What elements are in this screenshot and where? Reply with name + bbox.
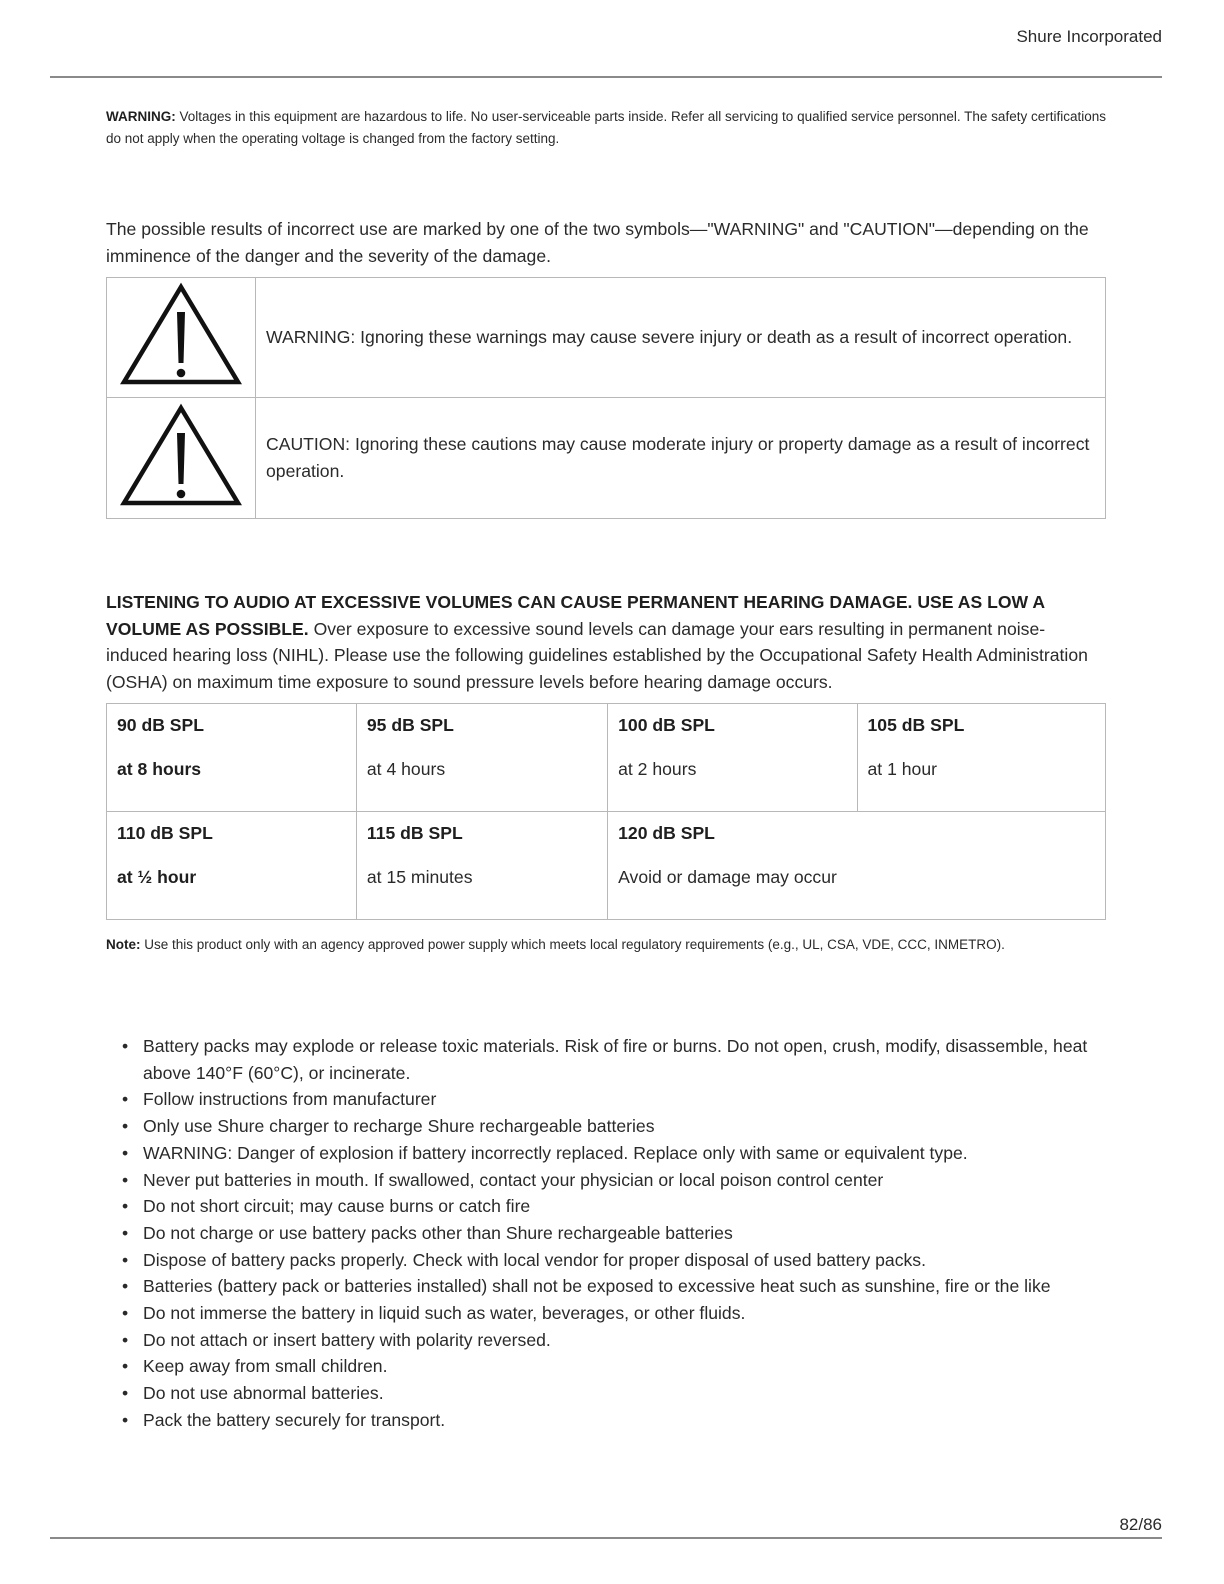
list-item [106,1327,1106,1354]
list-item-text: Never put batteries in mouth. If swallowed, contact your physician or local poison control center [143,1169,884,1190]
header-divider [50,76,1162,78]
list-item-text: Batteries (battery pack or batteries installed) shall not be exposed to excessive heat such as sunshine, fire or the like [143,1276,1051,1297]
bullet-icon: • [122,1329,129,1350]
spl-table-wrap [106,703,1106,920]
spl-cell [608,704,857,812]
symbols-intro: The possible results of incorrect use are marked by one of the two symbols—"WARNING" and "CAUTION"—depending on the imminence of the danger and the severity of the damage. [106,219,1089,266]
list-item [106,1273,1106,1300]
bullet-icon: • [122,1169,129,1190]
spl-table [106,703,1106,920]
bullet-icon: • [122,1196,129,1217]
spl-row-1 [107,704,1106,812]
battery-safety-list-wrap [106,1033,1106,1434]
spl-cell [356,704,607,812]
spl-level: 105 dB SPL [867,715,965,735]
list-item-text: Do not charge or use battery packs other than Shure rechargeable batteries [143,1222,733,1243]
page-number: 82/86 [1119,1515,1162,1534]
note-label: Note: [106,937,141,952]
note-text: Use this product only with an agency approved power supply which meets local regulatory requirements (e.g., UL, CSA, VDE, CCC, INMETRO). [140,937,1005,952]
voltage-warning [106,106,1106,150]
spl-duration: at 15 minutes [366,867,473,887]
spl-cell [107,812,357,920]
spl-cell [857,704,1105,812]
bullet-icon: • [122,1222,129,1243]
list-item [106,1407,1106,1434]
list-item [106,1193,1106,1220]
list-item [106,1353,1106,1380]
list-item-text: Dispose of battery packs properly. Check with local vendor for proper disposal of used battery packs. [143,1249,926,1270]
spl-level: 120 dB SPL [618,823,715,843]
list-item-text: Keep away from small children. [143,1356,388,1377]
list-item-text: Battery packs may explode or release toxic materials. Risk of fire or burns. Do not open, crush, modify, disassemble, heat above 140°F (60°C), or incinerate. [143,1036,1088,1083]
spl-cell [107,704,357,812]
caution-description: CAUTION: Ignoring these cautions may cause moderate injury or property damage as a result of incorrect operation. [256,398,1106,519]
list-item [106,1033,1106,1086]
list-item-text: Pack the battery securely for transport. [143,1409,446,1430]
list-item [106,1220,1106,1247]
list-item [106,1113,1106,1140]
bullet-icon: • [122,1116,129,1137]
warning-symbol-cell [107,278,256,398]
bullet-icon: • [122,1303,129,1324]
hearing-warning [106,589,1106,696]
list-item-text: Do not immerse the battery in liquid such as water, beverages, or other fluids. [143,1303,746,1324]
spl-level: 90 dB SPL [117,715,205,735]
warning-triangle-icon [120,282,242,388]
bullet-icon: • [122,1356,129,1377]
voltage-warning-text: Voltages in this equipment are hazardous to life. No user-serviceable parts inside. Refer all servicing to qualified service personnel. The safety certifications do not apply when the operating voltage is changed from the factory setting. [106,109,1106,146]
warning-description: WARNING: Ignoring these warnings may cause severe injury or death as a result of incorrect operation. [256,278,1106,398]
bullet-icon: • [122,1383,129,1404]
spl-level: 110 dB SPL [117,823,213,843]
spl-duration: at ½ hour [117,867,197,887]
spl-level: 115 dB SPL [366,823,463,843]
caution-triangle-icon [120,403,242,509]
symbols-row-warning [107,278,1106,398]
bullet-icon: • [122,1276,129,1297]
battery-safety-list [106,1033,1106,1434]
list-item [106,1300,1106,1327]
spl-row-2 [107,812,1106,920]
list-item [106,1167,1106,1194]
spl-duration: at 8 hours [117,759,202,779]
list-item [106,1086,1106,1113]
list-item-text: Do not short circuit; may cause burns or catch fire [143,1196,531,1217]
hearing-warning-bold: LISTENING TO AUDIO AT EXCESSIVE VOLUMES CAN CAUSE PERMANENT HEARING DAMAGE. USE AS LOW A VOLUME AS POSSIBLE. [106,592,1045,639]
company-name: Shure Incorporated [1016,27,1162,46]
spl-duration: at 2 hours [618,759,697,779]
symbols-table [106,277,1106,519]
symbols-row-caution [107,398,1106,519]
spl-cell [608,812,1106,920]
spl-level: 95 dB SPL [366,715,454,735]
spl-level: 100 dB SPL [618,715,715,735]
footer-divider [50,1537,1162,1539]
list-item-text: Do not attach or insert battery with polarity reversed. [143,1329,551,1350]
bullet-icon: • [122,1089,129,1110]
list-item [106,1380,1106,1407]
list-item-text: Only use Shure charger to recharge Shure rechargeable batteries [143,1116,655,1137]
spl-duration: Avoid or damage may occur [618,867,837,887]
symbols-table-wrap [106,277,1106,519]
spl-cell [356,812,607,920]
list-item-text: WARNING: Danger of explosion if battery incorrectly replaced. Replace only with same or equivalent type. [143,1142,968,1163]
caution-symbol-cell [107,398,256,519]
list-item-text: Follow instructions from manufacturer [143,1089,437,1110]
list-item [106,1247,1106,1274]
voltage-warning-label: WARNING: [106,109,176,124]
power-supply-note [106,934,1106,956]
bullet-icon: • [122,1036,129,1056]
hearing-warning-text: Over exposure to excessive sound levels can damage your ears resulting in permanent noise-induced hearing loss (NIHL). Please use the following guidelines established by the Occupational Safety Health Administration (OSHA) on maximum time exposure to sound pressure levels before hearing damage occurs. [106,618,1088,693]
spl-duration: at 1 hour [867,759,937,779]
bullet-icon: • [122,1409,129,1430]
list-item [106,1140,1106,1167]
bullet-icon: • [122,1249,129,1270]
spl-duration: at 4 hours [366,759,446,779]
bullet-icon: • [122,1142,129,1163]
list-item-text: Do not use abnormal batteries. [143,1383,384,1404]
